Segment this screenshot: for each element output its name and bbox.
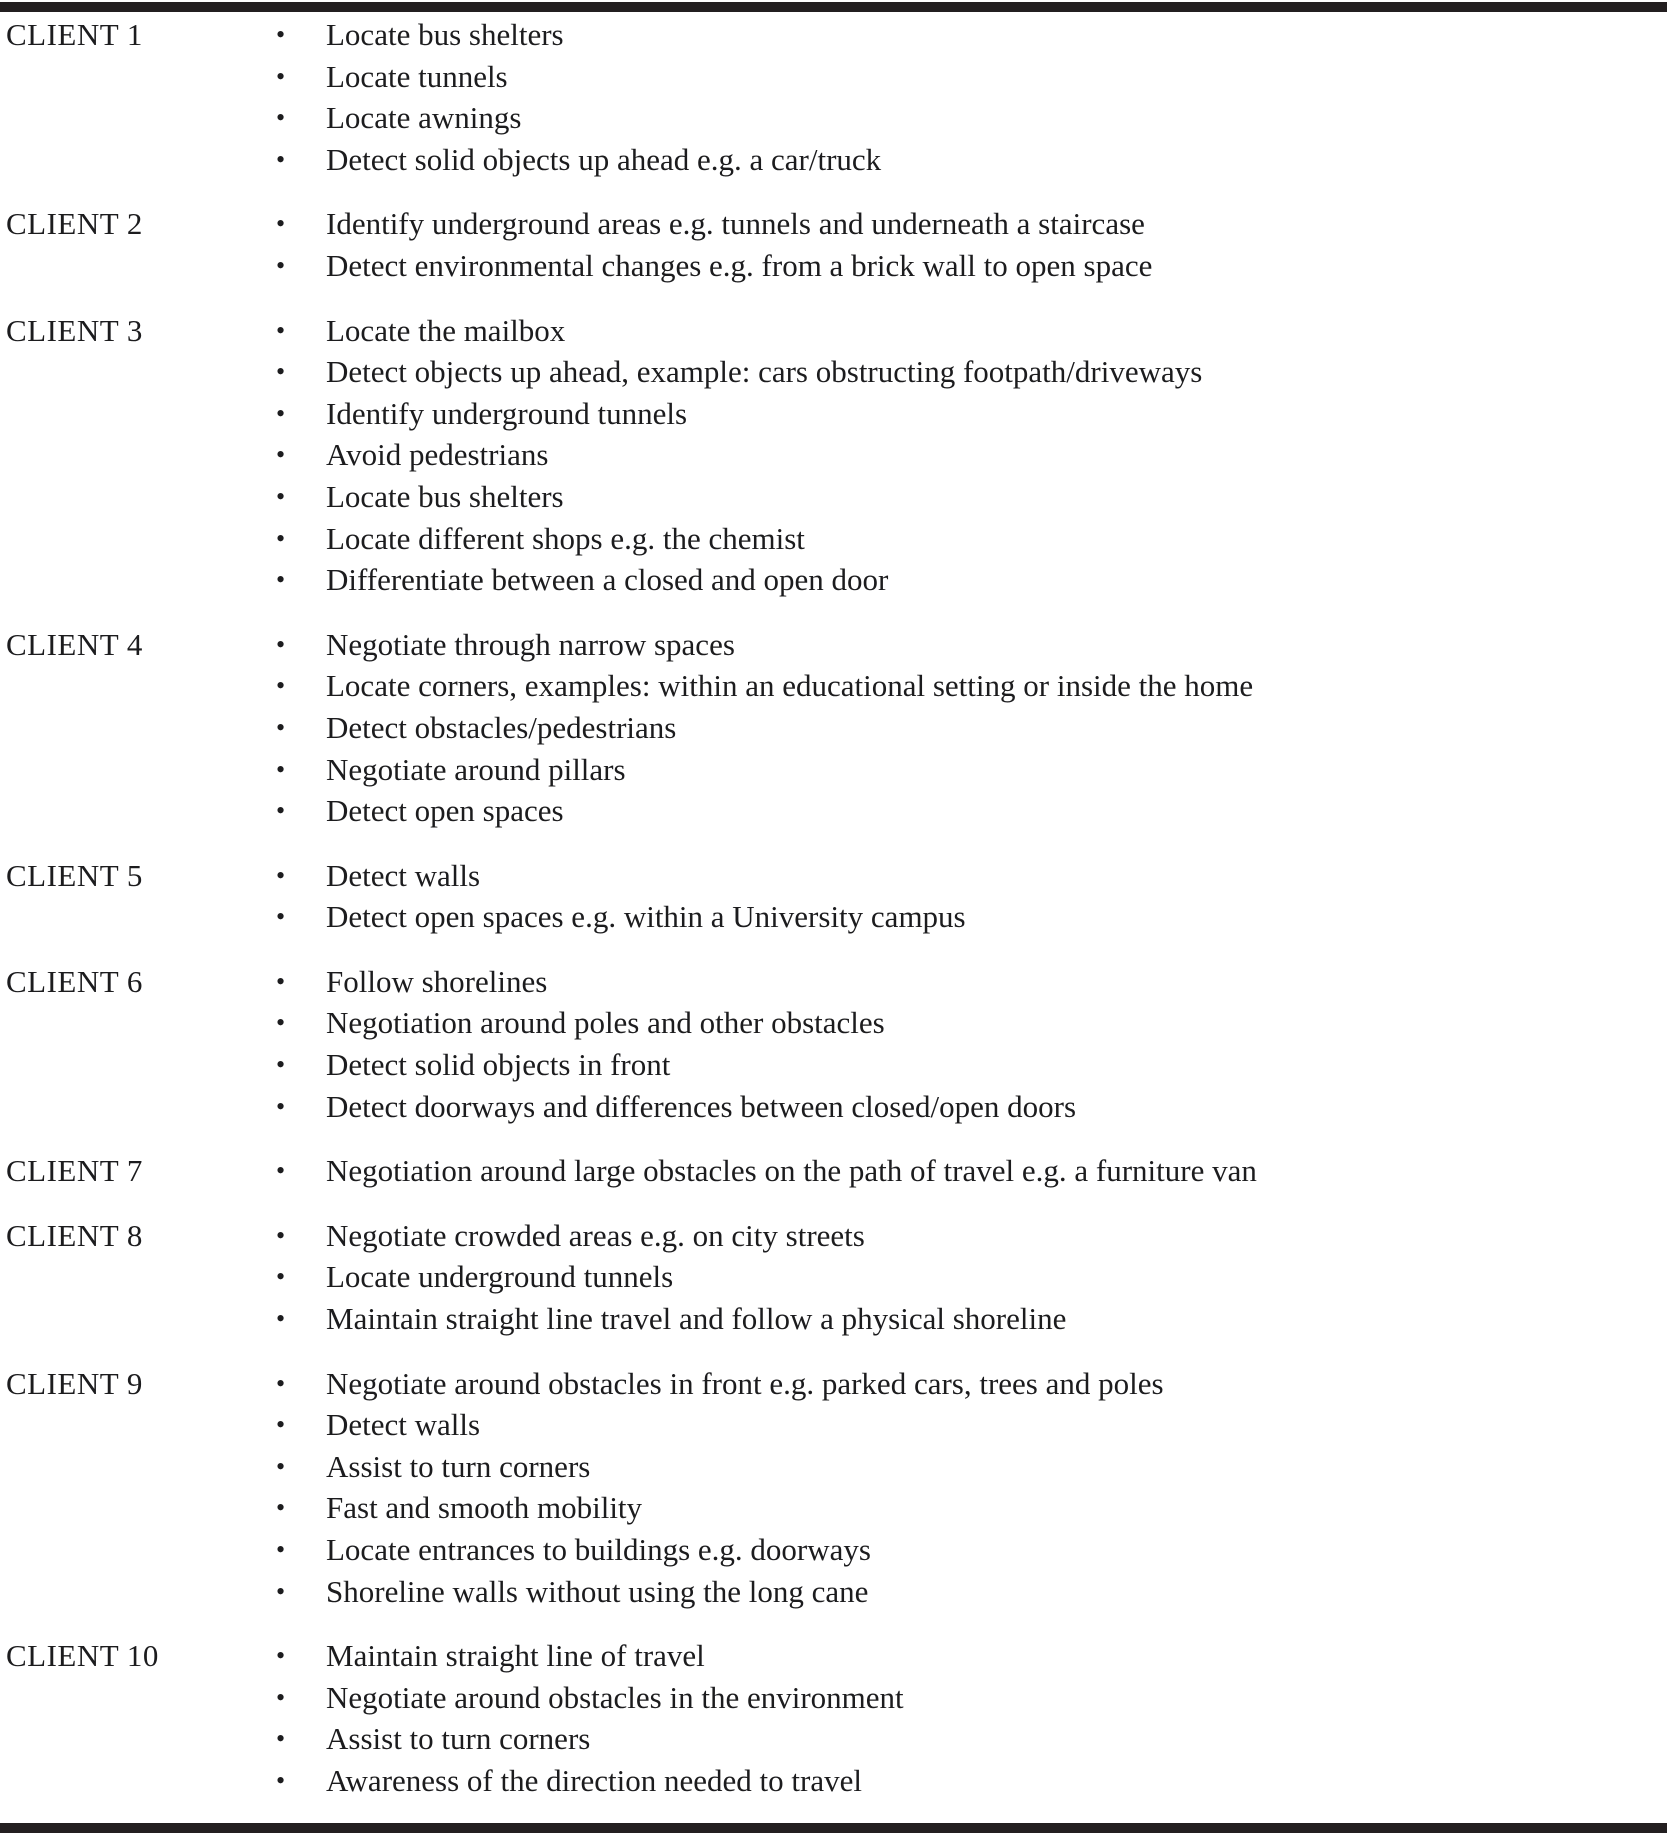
task-item-text: Negotiate crowded areas e.g. on city streets	[326, 1217, 865, 1253]
task-item	[270, 518, 1667, 560]
top-rule	[0, 2, 1667, 12]
task-item	[270, 1571, 1667, 1613]
task-item-text: Differentiate between a closed and open door	[326, 562, 889, 598]
task-item-text: Locate corners, examples: within an educational setting or inside the home	[326, 668, 1254, 704]
task-item-text: Avoid pedestrians	[326, 437, 549, 473]
bullet-icon: •	[276, 1156, 286, 1186]
task-item-text: Locate underground tunnels	[326, 1259, 674, 1295]
task-item	[270, 1044, 1667, 1086]
client-row	[0, 1215, 1667, 1340]
task-item-text: Locate bus shelters	[326, 17, 564, 52]
task-item-text: Assist to turn corners	[326, 1721, 591, 1757]
client-label: CLIENT 2	[6, 206, 143, 242]
task-item	[270, 393, 1667, 435]
task-item-text: Locate entrances to buildings e.g. doorways	[326, 1532, 871, 1567]
client-row	[0, 310, 1667, 601]
task-item-text: Locate tunnels	[326, 58, 508, 94]
task-list	[270, 203, 1667, 286]
task-item-text: Detect environmental changes e.g. from a brick wall to open space	[326, 247, 1153, 283]
task-item-text: Negotiate around obstacles in the environment	[326, 1679, 904, 1715]
bullet-icon: •	[276, 523, 286, 553]
task-item	[270, 14, 1667, 56]
task-item	[270, 56, 1667, 98]
client-row	[0, 624, 1667, 832]
bullet-icon: •	[276, 1576, 286, 1606]
client-label: CLIENT 10	[6, 1638, 159, 1674]
task-item	[270, 1529, 1667, 1571]
bullet-icon: •	[276, 1008, 286, 1038]
client-label: CLIENT 3	[6, 312, 143, 348]
client-label: CLIENT 5	[6, 857, 143, 893]
bullet-icon: •	[276, 144, 286, 174]
task-item-text: Identify underground tunnels	[326, 395, 688, 431]
bullet-icon: •	[276, 1262, 286, 1292]
task-item-text: Awareness of the direction needed to travel	[326, 1762, 862, 1798]
task-item-text: Detect objects up ahead, example: cars obstructing footpath/driveways	[326, 354, 1203, 390]
bullet-icon: •	[276, 1220, 286, 1250]
task-item	[270, 707, 1667, 749]
bullet-icon: •	[276, 315, 286, 345]
task-item-text: Maintain straight line travel and follow a physical shoreline	[326, 1301, 1067, 1337]
bullet-icon: •	[276, 1724, 286, 1754]
client-row	[0, 1635, 1667, 1801]
task-item	[270, 1002, 1667, 1044]
task-item-text: Assist to turn corners	[326, 1448, 591, 1484]
task-item	[270, 310, 1667, 352]
task-item	[270, 896, 1667, 938]
task-item-text: Detect walls	[326, 857, 481, 893]
bullet-icon: •	[276, 61, 286, 91]
bullet-icon: •	[276, 1050, 286, 1080]
bullet-icon: •	[276, 250, 286, 280]
task-item-text: Detect doorways and differences between closed/open doors	[326, 1088, 1077, 1124]
bullet-icon: •	[276, 1451, 286, 1481]
bullet-icon: •	[276, 671, 286, 701]
bullet-icon: •	[276, 440, 286, 470]
bullet-icon: •	[276, 629, 286, 659]
bullet-icon: •	[276, 860, 286, 890]
task-item-text: Detect open spaces	[326, 793, 564, 829]
bullet-icon: •	[276, 398, 286, 428]
task-item-text: Fast and smooth mobility	[326, 1490, 643, 1526]
task-item-text: Negotiation around large obstacles on the path of travel e.g. a furniture van	[326, 1153, 1257, 1189]
bullet-icon: •	[276, 1535, 286, 1564]
task-item-text: Follow shorelines	[326, 963, 548, 999]
task-item	[270, 1677, 1667, 1719]
task-item	[270, 1718, 1667, 1760]
bullet-icon: •	[276, 1765, 286, 1795]
bullet-icon: •	[276, 966, 286, 996]
bullet-icon: •	[276, 20, 286, 49]
task-list	[270, 1635, 1667, 1801]
task-item	[270, 749, 1667, 791]
bullet-icon: •	[276, 1493, 286, 1523]
task-item	[270, 1635, 1667, 1677]
task-list	[270, 1150, 1667, 1192]
task-item-text: Locate bus shelters	[326, 478, 564, 514]
task-item-text: Negotiation around poles and other obstacles	[326, 1005, 885, 1041]
bullet-icon: •	[276, 1641, 286, 1671]
task-item	[270, 1086, 1667, 1128]
client-row	[0, 203, 1667, 286]
task-item	[270, 1487, 1667, 1529]
task-item	[270, 1215, 1667, 1257]
task-item	[270, 1404, 1667, 1446]
task-item-text: Detect solid objects in front	[326, 1047, 671, 1083]
client-label: CLIENT 6	[6, 963, 143, 999]
task-item	[270, 559, 1667, 601]
task-item	[270, 1150, 1667, 1192]
client-label: CLIENT 4	[6, 626, 143, 662]
task-list	[270, 855, 1667, 938]
client-table	[0, 14, 1667, 1802]
client-row	[0, 14, 1667, 180]
bullet-icon: •	[276, 902, 286, 932]
bullet-icon: •	[276, 357, 286, 387]
client-label: CLIENT 9	[6, 1365, 143, 1401]
task-item	[270, 624, 1667, 666]
task-item	[270, 1298, 1667, 1340]
bullet-icon: •	[276, 565, 286, 595]
bullet-icon: •	[276, 1368, 286, 1398]
task-item-text: Negotiate around obstacles in front e.g. parked cars, trees and poles	[326, 1365, 1164, 1401]
task-item-text: Negotiate through narrow spaces	[326, 626, 735, 662]
task-item-text: Maintain straight line of travel	[326, 1638, 705, 1674]
bottom-rule	[0, 1823, 1667, 1833]
bullet-icon: •	[276, 1410, 286, 1440]
task-item-text: Detect open spaces e.g. within a University campus	[326, 899, 966, 935]
task-item	[270, 97, 1667, 139]
task-list	[270, 1215, 1667, 1340]
task-item	[270, 665, 1667, 707]
task-item	[270, 434, 1667, 476]
bullet-icon: •	[276, 209, 286, 239]
client-label: CLIENT 8	[6, 1217, 143, 1253]
task-item-text: Identify underground areas e.g. tunnels and underneath a staircase	[326, 206, 1145, 242]
task-list	[270, 310, 1667, 601]
task-item	[270, 790, 1667, 832]
task-list	[270, 1363, 1667, 1613]
task-item	[270, 1363, 1667, 1405]
task-item	[270, 1760, 1667, 1802]
task-item-text: Detect solid objects up ahead e.g. a car/truck	[326, 141, 882, 177]
task-list	[270, 961, 1667, 1127]
bullet-icon: •	[276, 1682, 286, 1712]
task-item	[270, 476, 1667, 518]
bullet-icon: •	[276, 712, 286, 742]
task-item-text: Locate the mailbox	[326, 312, 566, 348]
client-row	[0, 1363, 1667, 1613]
bullet-icon: •	[276, 481, 286, 511]
task-item	[270, 245, 1667, 287]
task-item	[270, 961, 1667, 1003]
client-row	[0, 961, 1667, 1127]
task-item	[270, 1256, 1667, 1298]
task-list	[270, 14, 1667, 180]
task-item-text: Locate different shops e.g. the chemist	[326, 520, 805, 556]
bullet-icon: •	[276, 1304, 286, 1334]
task-item-text: Negotiate around pillars	[326, 751, 626, 787]
client-row	[0, 1150, 1667, 1192]
client-row	[0, 855, 1667, 938]
task-list	[270, 624, 1667, 832]
task-item	[270, 855, 1667, 897]
bullet-icon: •	[276, 796, 286, 826]
task-item-text: Detect walls	[326, 1407, 481, 1443]
bullet-icon: •	[276, 103, 286, 133]
task-item-text: Shoreline walls without using the long cane	[326, 1573, 869, 1609]
client-label: CLIENT 1	[6, 17, 143, 52]
bullet-icon: •	[276, 1091, 286, 1121]
task-item	[270, 203, 1667, 245]
task-item-text: Detect obstacles/pedestrians	[326, 709, 677, 745]
task-item	[270, 139, 1667, 181]
task-item	[270, 351, 1667, 393]
bullet-icon: •	[276, 754, 286, 784]
task-item	[270, 1446, 1667, 1488]
client-label: CLIENT 7	[6, 1153, 143, 1189]
task-item-text: Locate awnings	[326, 100, 522, 136]
